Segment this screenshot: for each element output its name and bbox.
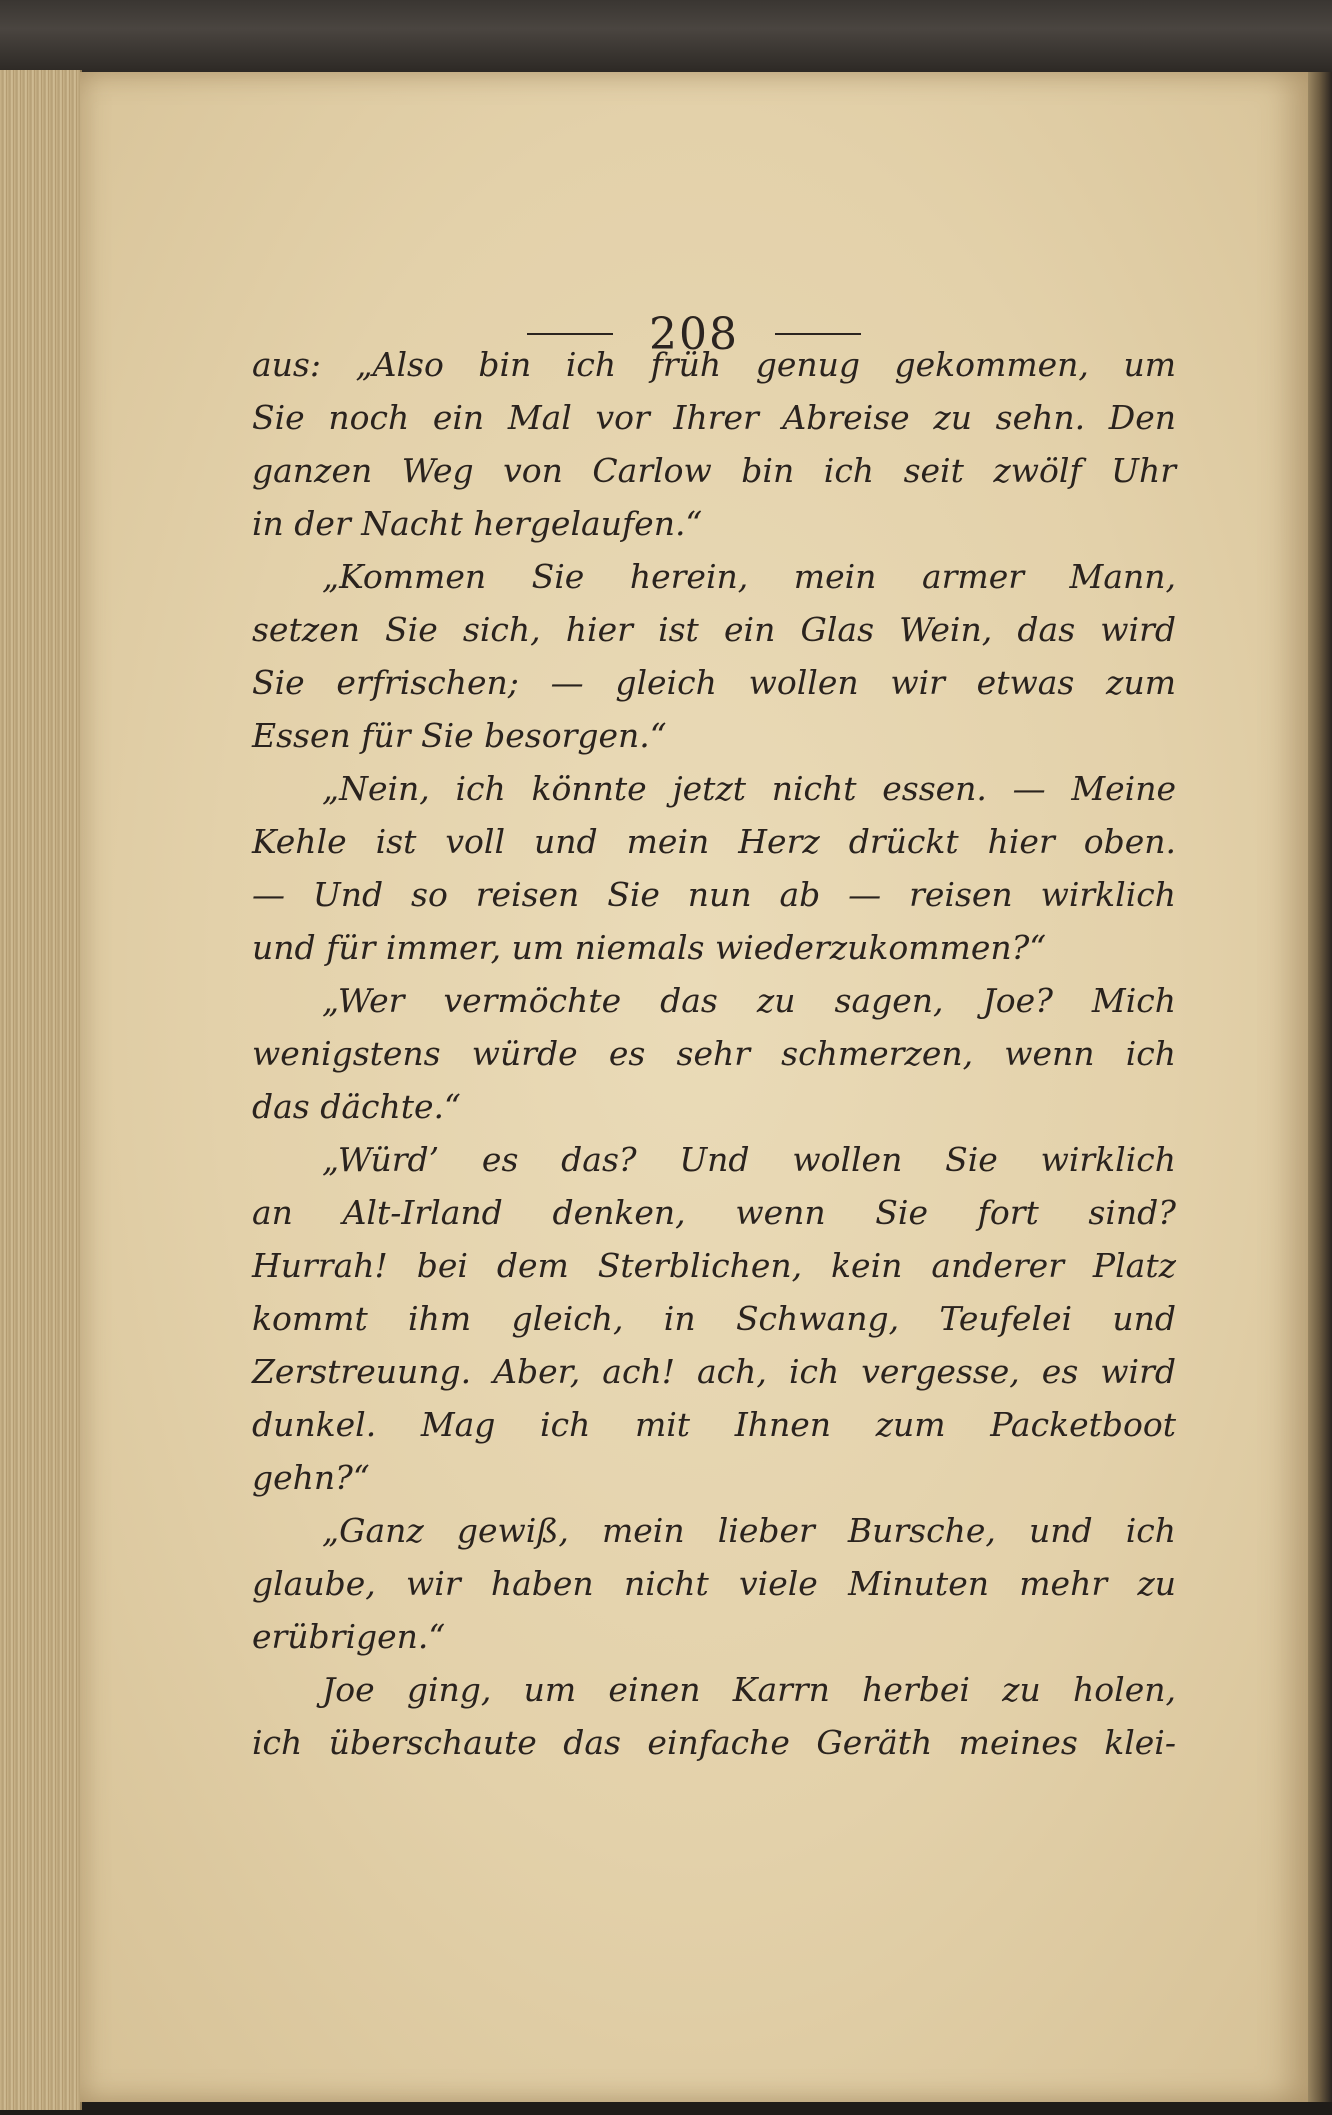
text-line: „Wer vermöchte das zu sagen, Joe? Mich	[322, 981, 1176, 1020]
text-line: „Ganz gewiß, mein lieber Bursche, und ich	[322, 1511, 1176, 1550]
page-body-text	[252, 338, 1176, 1769]
text-line: Sie erfrischen; — gleich wollen wir etwas zum	[252, 663, 1176, 702]
text-line: erübrigen.“	[252, 1617, 446, 1656]
text-line: — Und so reisen Sie nun ab — reisen wirklich	[252, 875, 1176, 914]
header-rule-left	[527, 333, 613, 335]
text-line: „Würd’ es das? Und wollen Sie wirklich	[322, 1140, 1176, 1179]
book-binding-top	[0, 0, 1332, 72]
text-line: „Kommen Sie herein, mein armer Mann,	[322, 557, 1176, 596]
text-line: „Nein, ich könnte jetzt nicht essen. — Meine	[322, 769, 1176, 808]
text-line: dunkel. Mag ich mit Ihnen zum Packetboot	[252, 1405, 1176, 1444]
text-line: Hurrah! bei dem Sterblichen, kein anderer Platz	[252, 1246, 1176, 1285]
text-line: aus: „Also bin ich früh genug gekommen, um	[252, 345, 1176, 384]
page-stack-edges	[0, 70, 82, 2110]
text-line: ich überschaute das einfache Geräth meines klei-	[252, 1723, 1176, 1762]
text-line: glaube, wir haben nicht viele Minuten mehr zu	[252, 1564, 1176, 1603]
text-line: Essen für Sie besorgen.“	[252, 716, 667, 755]
text-line: an Alt-Irland denken, wenn Sie fort sind?	[252, 1193, 1176, 1232]
text-line: Zerstreuung. Aber, ach! ach, ich vergesse, es wird	[252, 1352, 1176, 1391]
text-line: Kehle ist voll und mein Herz drückt hier oben.	[252, 822, 1176, 861]
text-line: Sie noch ein Mal vor Ihrer Abreise zu sehn. Den	[252, 398, 1176, 437]
text-line: in der Nacht hergelaufen.“	[252, 504, 703, 543]
text-line: und für immer, um niemals wiederzukommen?“	[252, 928, 1047, 967]
text-line: setzen Sie sich, hier ist ein Glas Wein, das wird	[252, 610, 1176, 649]
text-line: das dächte.“	[252, 1087, 461, 1126]
text-line: wenigstens würde es sehr schmerzen, wenn ich	[252, 1034, 1176, 1073]
text-line: gehn?“	[252, 1458, 370, 1497]
page-number: 208	[649, 308, 739, 360]
header-rule-right	[775, 333, 861, 335]
text-line: kommt ihm gleich, in Schwang, Teufelei und	[252, 1299, 1176, 1338]
text-line: ganzen Weg von Carlow bin ich seit zwölf Uhr	[252, 451, 1176, 490]
text-line: Joe ging, um einen Karrn herbei zu holen,	[322, 1670, 1176, 1709]
